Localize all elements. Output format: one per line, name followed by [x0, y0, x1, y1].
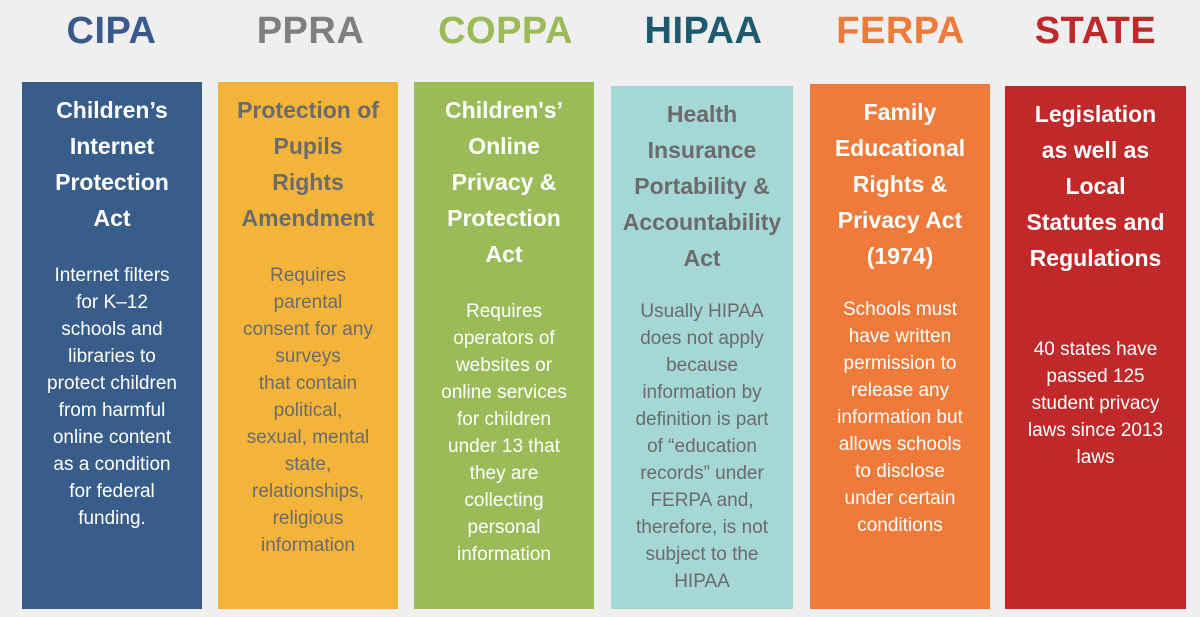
card-description-hipaa: Usually HIPAA does not apply because information by definition is part of “education records” under FERPA and, therefore, is not subject to the HIPAA — [635, 301, 769, 592]
heading-ferpa: FERPA — [836, 10, 965, 52]
card-state — [1005, 86, 1186, 609]
card-title-state: Legislation as well as Local Statutes and Regulations — [1026, 101, 1165, 271]
card-description-cipa: Internet filters for K–12 schools and libraries to protect children from harmful online content as a condition for federal funding. — [47, 265, 177, 529]
card-title-ppra: Protection of Pupils Rights Amendment — [237, 97, 379, 231]
card-cipa — [22, 82, 202, 609]
heading-hipaa: HIPAA — [644, 10, 763, 52]
heading-cipa: CIPA — [66, 10, 157, 52]
card-title-hipaa: Health Insurance Portability & Accountability Act — [622, 101, 782, 271]
card-ferpa — [810, 84, 990, 609]
card-ppra — [218, 82, 398, 609]
heading-state: STATE — [1034, 10, 1157, 52]
card-description-ferpa: Schools must have written permission to release any information but allows schools to disclose under certain conditions — [837, 299, 963, 536]
card-title-cipa: Children’s Internet Protection Act — [55, 97, 169, 231]
card-description-ppra: Requires parental consent for any surveys that contain political, sexual, mental state, relationships, religious information — [243, 265, 373, 556]
card-description-coppa: Requires operators of websites or online services for children under 13 that they are collecting personal information — [441, 301, 567, 565]
heading-coppa: COPPA — [438, 10, 573, 52]
card-title-ferpa: Family Educational Rights & Privacy Act (1974) — [834, 99, 966, 269]
heading-ppra: PPRA — [256, 10, 365, 52]
card-hipaa — [611, 86, 793, 609]
card-description-state: 40 states have passed 125 student privacy laws since 2013 laws — [1027, 339, 1164, 468]
card-title-coppa: Children's’ Online Privacy & Protection Act — [445, 97, 563, 267]
card-coppa — [414, 82, 594, 609]
